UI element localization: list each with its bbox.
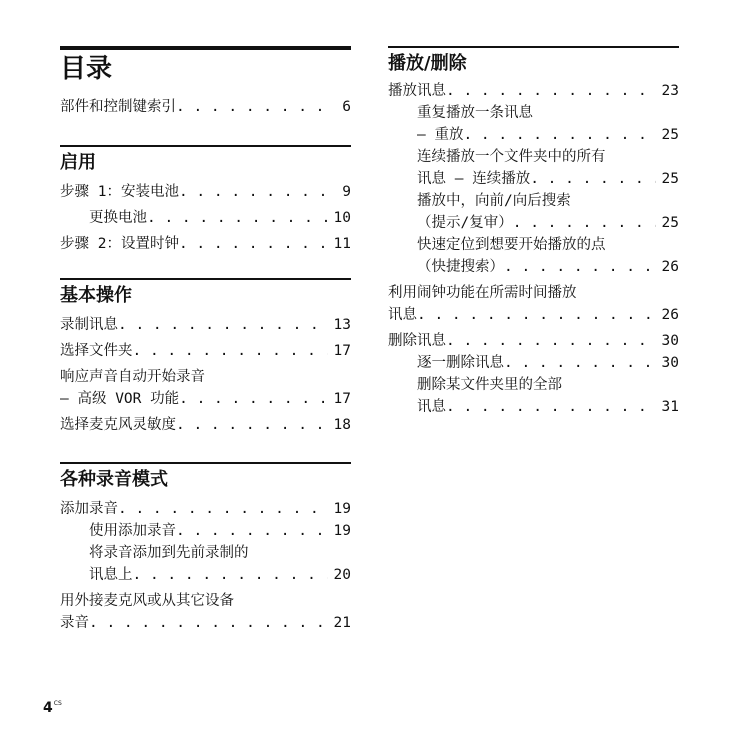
page-number [43,700,62,716]
entry-text: 步骤 1：安装电池 [60,184,179,200]
entry-text: 重复播放一条讯息 [417,105,533,121]
toc-entry-erase[interactable] [388,330,679,352]
entry-text: 步骤 2：设置时钟 [60,236,179,252]
entry-text: 将录音添加到先前录制的 [89,545,249,561]
entry-page: 19 [333,501,351,517]
right-column [388,0,679,700]
entry-text: 连续播放一个文件夹中的所有 [417,149,606,165]
section-title: 启用 [60,152,96,173]
entry-page: 30 [661,355,679,371]
entry-page: 18 [333,417,351,433]
entry-page: 6 [342,99,351,115]
section-rule [388,46,679,48]
entry-page: 26 [661,307,679,323]
toc-entry-erase-one[interactable] [388,352,679,374]
entry-page: 13 [333,317,351,333]
entry-text: 录音 [60,615,89,631]
intro-section [60,96,351,122]
toc-entry-folder[interactable] [60,340,351,362]
entry-page: 9 [342,184,351,200]
toc-entry-add-record[interactable] [60,498,351,520]
section-title: 各种录音模式 [60,469,168,490]
entry-text: — 高级 VOR 功能 [60,391,180,407]
entry-text: 快速定位到想要开始播放的点 [417,237,606,253]
section-rule [60,462,351,464]
entry-page: 10 [333,210,351,226]
entry-text: 录制讯息 [60,317,118,333]
toc-entry-play[interactable] [388,80,679,102]
section-rule [60,278,351,280]
entry-page: 23 [661,83,679,99]
entry-text: 讯息 [388,307,417,323]
entry-text: 播放讯息 [388,83,446,99]
page-lang-code: CS [53,700,62,707]
entry-page: 25 [661,127,679,143]
entry-text: 添加录音 [60,501,118,517]
entry-text: 选择麦克风灵敏度 [60,417,176,433]
toc-entry-record[interactable] [60,314,351,336]
entry-text: 响应声音自动开始录音 [60,369,205,385]
toc-entry-external-mic[interactable] [60,590,351,634]
section-title: 基本操作 [60,285,132,306]
entry-text: — 重放 [417,127,464,143]
toc-entry-step1[interactable] [60,181,351,203]
toc-entry-alarm[interactable] [388,282,679,326]
entry-page: 17 [333,391,351,407]
toc-entry-easy-search[interactable] [388,234,679,278]
section-modes [60,462,351,638]
toc-entry-parts-index[interactable] [60,96,351,118]
entry-text: （提示/复审） [417,215,513,231]
entry-page: 17 [333,343,351,359]
toc-entry-repeat[interactable] [388,102,679,146]
entry-text: 讯息 [417,399,446,415]
entry-page: 20 [333,567,351,583]
entry-text: 讯息 — 连续播放 [417,171,531,187]
toc-entry-use-add-record[interactable] [60,520,351,542]
entry-text: 选择文件夹 [60,343,133,359]
entry-text: 用外接麦克风或从其它设备 [60,593,234,609]
title-rule [60,46,351,50]
entry-page: 11 [333,236,351,252]
entry-page: 30 [661,333,679,349]
entry-page: 19 [333,523,351,539]
entry-text: 播放中，向前/向后搜索 [417,193,571,209]
entry-text: 讯息上 [89,567,133,583]
entry-text: 逐一删除讯息 [417,355,504,371]
entry-text: 删除某文件夹里的全部 [417,377,562,393]
left-column [60,0,351,700]
section-basic [60,278,351,440]
toc-entry-step2[interactable] [60,233,351,255]
entry-text: 部件和控制键索引 [60,99,176,115]
entry-page: 21 [333,615,351,631]
toc-entry-replace-battery[interactable] [60,207,351,229]
page-number-value: 4 [43,700,53,716]
entry-page: 26 [661,259,679,275]
section-startup [60,145,351,259]
section-playback [388,46,679,418]
entry-page: 25 [661,215,679,231]
section-title: 播放/删除 [388,53,467,74]
toc-title: 目录 [60,54,113,84]
entry-text: 更换电池 [89,210,147,226]
section-rule [60,145,351,147]
toc-entry-continuous[interactable] [388,146,679,190]
entry-text: 使用添加录音 [89,523,176,539]
entry-text: 删除讯息 [388,333,446,349]
toc-entry-vor[interactable] [60,366,351,410]
toc-entry-append-record[interactable] [60,542,351,586]
toc-entry-cue-review[interactable] [388,190,679,234]
toc-entry-mic-sensitivity[interactable] [60,414,351,436]
entry-text: （快捷搜索） [417,259,504,275]
toc-entry-erase-folder[interactable] [388,374,679,418]
entry-page: 31 [661,399,679,415]
entry-text: 利用闹钟功能在所需时间播放 [388,285,577,301]
entry-page: 25 [661,171,679,187]
